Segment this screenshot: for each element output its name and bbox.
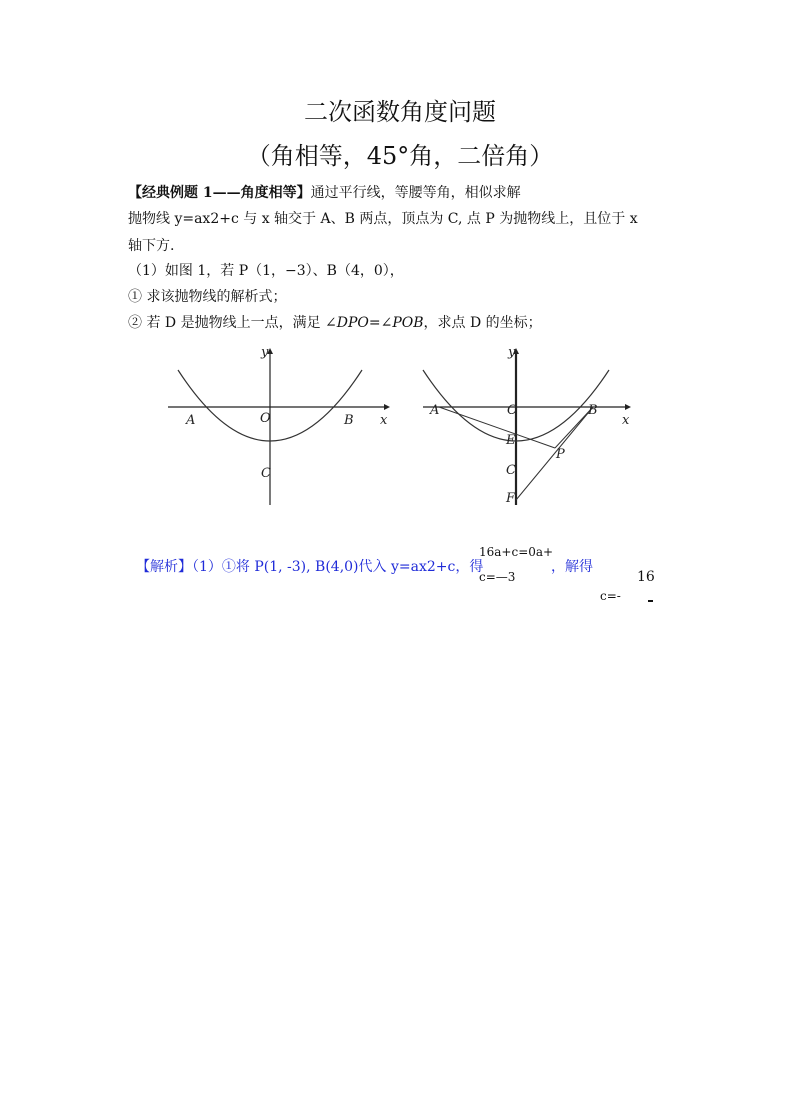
- equation-1: 16a+c=0a+: [479, 545, 554, 559]
- solution-text: （1）①将 P(1, -3), B(4,0)代入 y=ax2+c，得: [192, 559, 484, 575]
- example-heading-line: [128, 183, 521, 203]
- question-2-pre: ② 若 D 是抛物线上一点，满足: [128, 315, 321, 331]
- equation-2: c=—3: [479, 570, 516, 584]
- fig1-label-x: x: [380, 413, 388, 428]
- question-2: [128, 313, 542, 333]
- solution-label: 【解析】: [136, 559, 192, 575]
- part-1: （1）如图 1，若 P（1，−3）、B（4，0），: [128, 263, 404, 279]
- fig2-label-P: P: [556, 447, 565, 462]
- fig2-label-O: O: [507, 403, 518, 418]
- solve-text: ，解得: [551, 559, 593, 575]
- fig2-line-AP: [439, 407, 555, 448]
- fig2-label-y: y: [508, 345, 516, 360]
- result-number: 16: [637, 569, 655, 585]
- question-2-math: ∠DPO=∠POB: [325, 315, 424, 331]
- problem-line-2: 抛物线 y=ax2+c 与 x 轴交于 A、B 两点，顶点为 C, 点 P 为抛物线上，且位于 x: [128, 211, 638, 227]
- question-1: ① 求该抛物线的解析式；: [128, 289, 287, 305]
- fig1-label-O: O: [260, 411, 271, 426]
- fig1-label-y: y: [261, 345, 269, 360]
- fig2-label-B: B: [588, 403, 598, 418]
- fig2-line-BF: [516, 407, 593, 500]
- example-method: 通过平行线，等腰等角，相似求解: [310, 185, 521, 201]
- problem-line-3: 轴下方.: [128, 238, 175, 254]
- fig2-label-A: A: [430, 403, 440, 418]
- example-label: 【经典例题 1——角度相等】: [128, 185, 311, 201]
- fig1-label-C: C: [261, 466, 271, 481]
- result-c: c=-: [600, 589, 621, 603]
- fig2-x-arrow: [625, 404, 631, 410]
- figure-1: [160, 340, 400, 510]
- page-title: 二次函数角度问题: [304, 98, 496, 126]
- question-2-post: ，求点 D 的坐标；: [423, 315, 542, 331]
- fig2-label-F: F: [506, 491, 516, 506]
- fig1-label-B: B: [344, 413, 354, 428]
- fig1-label-A: A: [186, 413, 196, 428]
- fig2-label-C: C: [506, 463, 516, 478]
- fig2-label-E: E: [506, 433, 516, 448]
- fig1-x-arrow: [384, 404, 390, 410]
- page-subtitle: （角相等，45°角，二倍角）: [246, 142, 554, 170]
- solution-line: [136, 557, 483, 577]
- figure-2: [415, 340, 645, 510]
- fig2-label-x: x: [622, 413, 630, 428]
- result-mark: [648, 600, 653, 602]
